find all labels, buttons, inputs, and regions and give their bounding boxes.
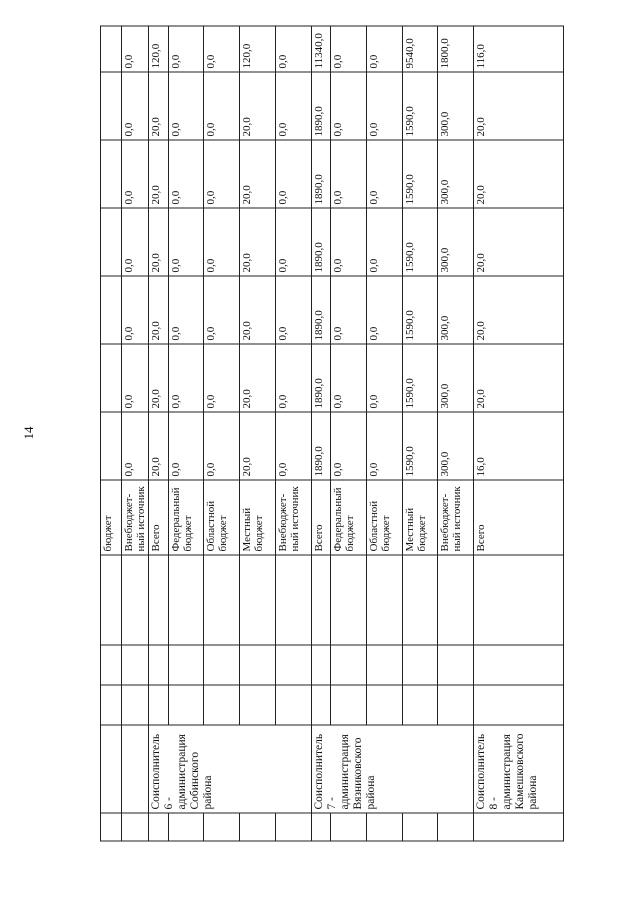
value-cell: 0,0 (275, 344, 311, 412)
table-row (366, 26, 402, 841)
source-cell: Местный бюджет (402, 480, 438, 555)
value-cell: 0,0 (331, 72, 367, 140)
value-cell: 20,0 (474, 140, 564, 208)
value-cell: 0,0 (331, 140, 367, 208)
value-cell: 300,0 (438, 276, 474, 344)
source-cell: Всего (474, 480, 564, 555)
table-row (438, 26, 474, 841)
blank-cell (204, 645, 240, 685)
table-row (311, 26, 331, 841)
value-cell: 0,0 (168, 140, 204, 208)
value-cell: 0,0 (275, 26, 311, 72)
value-cell: 0,0 (331, 344, 367, 412)
blank-cell (101, 645, 122, 685)
value-cell: 0,0 (168, 344, 204, 412)
value-cell: 1590,0 (402, 140, 438, 208)
value-cell: 20,0 (240, 72, 276, 140)
value-cell: 0,0 (122, 208, 149, 276)
executor-cell (101, 725, 122, 813)
blank-cell (275, 685, 311, 725)
blank-cell (204, 555, 240, 645)
value-cell: 1800,0 (438, 26, 474, 72)
blank-cell (311, 555, 331, 645)
value-cell: 0,0 (168, 72, 204, 140)
blank-cell (402, 813, 438, 841)
blank-cell (366, 813, 402, 841)
blank-cell (275, 813, 311, 841)
value-cell: 0,0 (204, 412, 240, 480)
blank-cell (402, 555, 438, 645)
table-row (240, 26, 276, 841)
blank-cell (101, 555, 122, 645)
blank-cell (366, 685, 402, 725)
value-cell: 1590,0 (402, 412, 438, 480)
table-row (122, 26, 149, 841)
blank-cell (438, 813, 474, 841)
blank-cell (168, 813, 204, 841)
blank-cell (402, 685, 438, 725)
source-cell: Внебюджет-ный источник (438, 480, 474, 555)
blank-cell (149, 555, 169, 645)
value-cell: 300,0 (438, 140, 474, 208)
value-cell: 300,0 (438, 72, 474, 140)
value-cell: 0,0 (331, 26, 367, 72)
blank-cell (331, 685, 367, 725)
value-cell: 20,0 (240, 208, 276, 276)
value-cell: 0,0 (275, 412, 311, 480)
value-cell: 0,0 (366, 140, 402, 208)
source-cell: Федеральный бюджет (331, 480, 367, 555)
value-cell: 0,0 (122, 140, 149, 208)
blank-cell (474, 555, 564, 645)
blank-cell (311, 685, 331, 725)
source-cell: Всего (311, 480, 331, 555)
blank-cell (101, 813, 122, 841)
value-cell: 0,0 (331, 412, 367, 480)
source-cell: Внебюджет-ный источник (122, 480, 149, 555)
value-cell: 20,0 (149, 344, 169, 412)
blank-cell (122, 813, 149, 841)
value-cell: 0,0 (122, 344, 149, 412)
blank-cell (240, 645, 276, 685)
value-cell: 0,0 (168, 26, 204, 72)
source-cell: Областной бюджет (366, 480, 402, 555)
value-cell: 0,0 (168, 208, 204, 276)
value-cell: 1890,0 (311, 412, 331, 480)
value-cell: 300,0 (438, 344, 474, 412)
blank-cell (240, 685, 276, 725)
value-cell: 0,0 (122, 276, 149, 344)
value-cell: 0,0 (366, 26, 402, 72)
value-cell: 20,0 (240, 140, 276, 208)
value-cell (101, 208, 122, 276)
value-cell: 0,0 (275, 276, 311, 344)
value-cell: 1890,0 (311, 140, 331, 208)
blank-cell (149, 645, 169, 685)
blank-cell (149, 685, 169, 725)
value-cell: 1890,0 (311, 276, 331, 344)
table-row (168, 26, 204, 841)
blank-cell (438, 555, 474, 645)
table-body (101, 26, 564, 841)
value-cell: 120,0 (149, 26, 169, 72)
value-cell: 0,0 (204, 26, 240, 72)
value-cell: 0,0 (204, 344, 240, 412)
value-cell (101, 412, 122, 480)
table-row (331, 26, 367, 841)
table-row (275, 26, 311, 841)
executor-cell: Соисполнитель 6 - администрация Собинского района (149, 725, 312, 813)
blank-cell (149, 813, 169, 841)
value-cell: 20,0 (149, 208, 169, 276)
value-cell: 1590,0 (402, 276, 438, 344)
value-cell: 0,0 (122, 72, 149, 140)
table-row (474, 26, 564, 841)
executor-cell (122, 725, 149, 813)
value-cell: 300,0 (438, 412, 474, 480)
table-row (204, 26, 240, 841)
value-cell: 0,0 (122, 412, 149, 480)
value-cell: 0,0 (275, 72, 311, 140)
blank-cell (168, 685, 204, 725)
value-cell: 0,0 (168, 276, 204, 344)
value-cell (101, 26, 122, 72)
value-cell: 0,0 (275, 140, 311, 208)
blank-cell (122, 685, 149, 725)
value-cell: 20,0 (149, 140, 169, 208)
value-cell: 20,0 (474, 208, 564, 276)
source-cell: Местный бюджет (240, 480, 276, 555)
value-cell: 20,0 (149, 72, 169, 140)
value-cell: 20,0 (474, 72, 564, 140)
value-cell: 0,0 (366, 412, 402, 480)
table-row (101, 26, 122, 841)
blank-cell (366, 555, 402, 645)
value-cell: 1890,0 (311, 72, 331, 140)
value-cell: 16,0 (474, 412, 564, 480)
blank-cell (438, 645, 474, 685)
blank-cell (168, 645, 204, 685)
source-cell: Всего (149, 480, 169, 555)
value-cell: 0,0 (122, 26, 149, 72)
value-cell: 0,0 (204, 140, 240, 208)
blank-cell (275, 555, 311, 645)
value-cell (101, 276, 122, 344)
value-cell: 0,0 (204, 72, 240, 140)
value-cell: 0,0 (331, 276, 367, 344)
value-cell (101, 344, 122, 412)
budget-table-rotated (100, 27, 564, 842)
value-cell (101, 140, 122, 208)
value-cell: 20,0 (149, 412, 169, 480)
blank-cell (474, 645, 564, 685)
blank-cell (204, 685, 240, 725)
source-cell: Внебюджет-ный источник (275, 480, 311, 555)
executor-cell: Соисполнитель 7 - администрация Вязниковского района (311, 725, 474, 813)
value-cell: 1590,0 (402, 72, 438, 140)
blank-cell (240, 555, 276, 645)
blank-cell (331, 645, 367, 685)
value-cell: 20,0 (149, 276, 169, 344)
blank-cell (474, 685, 564, 725)
blank-cell (122, 645, 149, 685)
blank-cell (474, 813, 564, 841)
value-cell: 0,0 (366, 276, 402, 344)
blank-cell (240, 813, 276, 841)
blank-cell (331, 555, 367, 645)
value-cell: 20,0 (240, 344, 276, 412)
blank-cell (275, 645, 311, 685)
blank-cell (204, 813, 240, 841)
value-cell: 1590,0 (402, 344, 438, 412)
blank-cell (122, 555, 149, 645)
source-cell: Федеральный бюджет (168, 480, 204, 555)
table-row (149, 26, 169, 841)
value-cell: 20,0 (240, 276, 276, 344)
value-cell: 0,0 (366, 72, 402, 140)
value-cell: 9540,0 (402, 26, 438, 72)
table-row (402, 26, 438, 841)
blank-cell (311, 645, 331, 685)
value-cell: 20,0 (474, 276, 564, 344)
blank-cell (311, 813, 331, 841)
value-cell: 0,0 (168, 412, 204, 480)
value-cell: 1590,0 (402, 208, 438, 276)
value-cell: 0,0 (331, 208, 367, 276)
value-cell: 0,0 (204, 276, 240, 344)
blank-cell (168, 555, 204, 645)
value-cell: 0,0 (204, 208, 240, 276)
blank-cell (366, 645, 402, 685)
source-cell: Областной бюджет (204, 480, 240, 555)
value-cell: 1890,0 (311, 344, 331, 412)
value-cell: 20,0 (240, 412, 276, 480)
executor-cell: Соисполнитель 8 - администрация Камешковского района (474, 725, 564, 813)
blank-cell (402, 645, 438, 685)
value-cell: 0,0 (366, 344, 402, 412)
blank-cell (438, 685, 474, 725)
value-cell: 11340,0 (311, 26, 331, 72)
source-cell: бюджет (101, 480, 122, 555)
budget-table (100, 26, 564, 842)
value-cell: 116,0 (474, 26, 564, 72)
value-cell: 1890,0 (311, 208, 331, 276)
page-number: 14 (21, 426, 36, 440)
value-cell: 20,0 (474, 344, 564, 412)
value-cell: 0,0 (366, 208, 402, 276)
value-cell (101, 72, 122, 140)
blank-cell (101, 685, 122, 725)
blank-cell (331, 813, 367, 841)
value-cell: 300,0 (438, 208, 474, 276)
value-cell: 0,0 (275, 208, 311, 276)
value-cell: 120,0 (240, 26, 276, 72)
